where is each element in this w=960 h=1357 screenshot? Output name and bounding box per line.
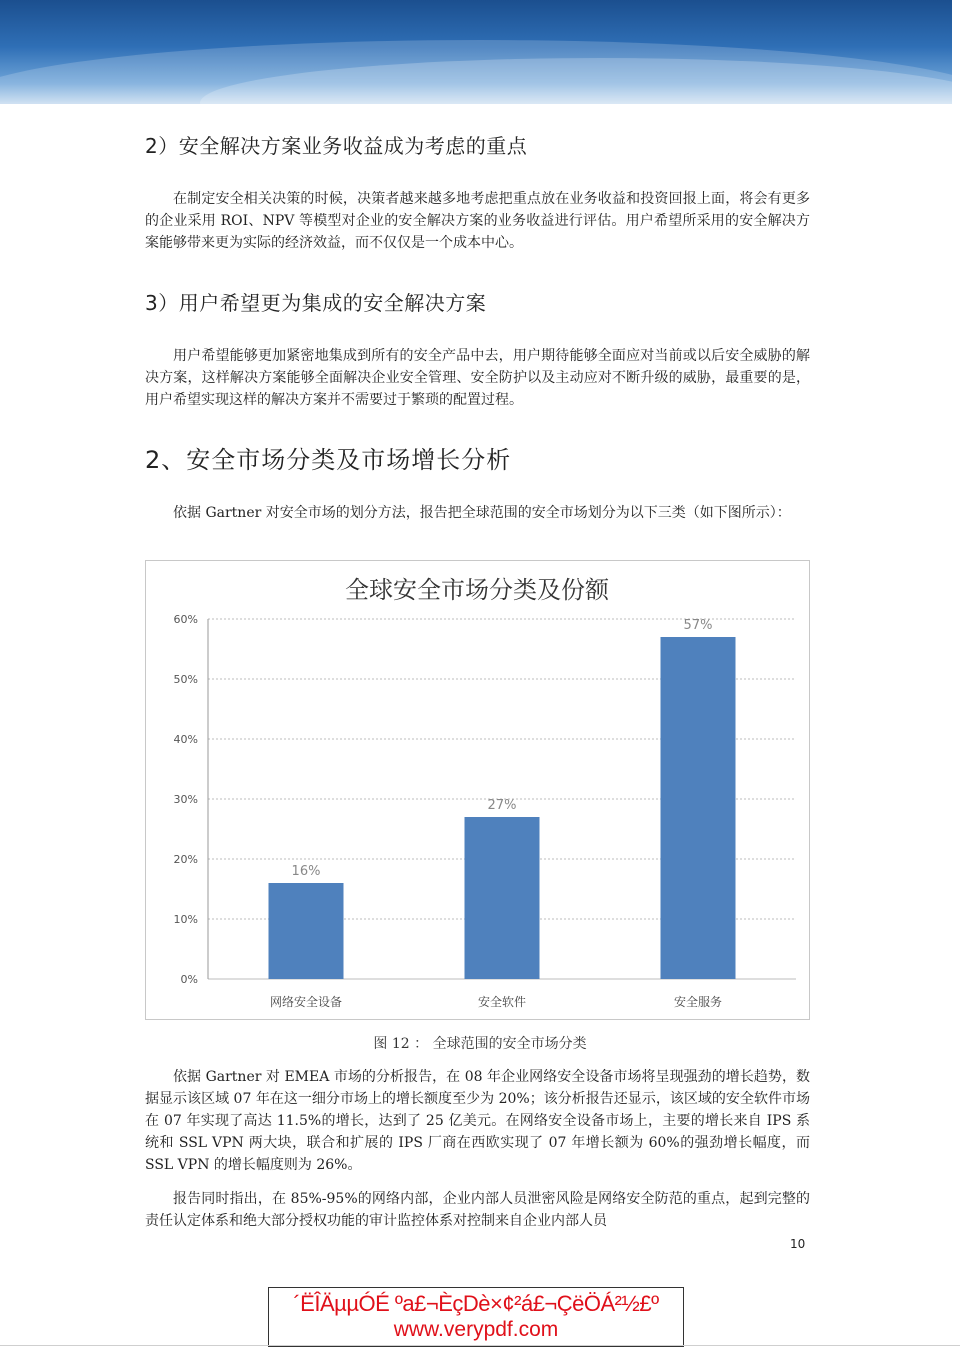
page-number: 10 bbox=[790, 1237, 806, 1251]
section-heading-market: 2、安全市场分类及市场增长分析 bbox=[145, 446, 512, 474]
subsection-heading-2: 2）安全解决方案业务收益成为考虑的重点 bbox=[145, 134, 528, 158]
x-category-label: 安全软件 bbox=[477, 995, 527, 1009]
paragraph-business-benefit: 在制定安全相关决策的时候，决策者越来越多地考虑把重点放在业务收益和投资回报上面，将会有更多的企业采用 ROI、NPV 等模型对企业的安全解决方案的业务收益进行评估。用户希望所采用的安全解决方案能够带来更为实际的经济效益，而不仅仅是一个成本中心。 bbox=[145, 191, 810, 251]
paragraph-analysis: 依据 Gartner 对 EMEA 市场的分析报告，在 08 年企业网络安全设备市场将呈现强劲的增长趋势，数据显示该区域 07 年在这一细分市场上的增长额度至少为 20%；该分析报告还显示，该区域的安全软件市场在 07 年实现了高达 11.5%的增长，达到了 25 亿美元。在网络安全设备市场上，主要的增长来自 IPS 系统和 SSL VPN 两大块，联合和扩展的 IPS 厂商在西欧实现了 07 年增长额为 60%的强劲增长幅度，而 SSL VPN 的增长幅度则为 26%。 bbox=[145, 1069, 810, 1173]
y-tick-label: 10% bbox=[173, 913, 198, 926]
figure-caption: 图 12 ： 全球范围的安全市场分类 bbox=[373, 1036, 587, 1052]
y-tick-label: 0% bbox=[180, 973, 198, 986]
y-tick-label: 20% bbox=[173, 853, 198, 866]
bar-value-label: 16% bbox=[291, 864, 321, 879]
bar-1 bbox=[269, 883, 344, 979]
y-tick-label: 50% bbox=[173, 673, 198, 686]
x-category-label: 网络安全设备 bbox=[269, 995, 343, 1009]
y-tick-label: 30% bbox=[173, 793, 198, 806]
chart-svg bbox=[146, 561, 809, 1019]
bar-2 bbox=[465, 817, 540, 979]
bar-3 bbox=[661, 637, 736, 979]
watermark-stamp bbox=[268, 1287, 684, 1347]
y-tick-label: 60% bbox=[173, 613, 198, 626]
bar-value-label: 57% bbox=[683, 618, 713, 633]
paragraph-intro: 依据 Gartner 对安全市场的划分方法，报告把全球范围的安全市场划分为以下三类（如下图所示）： bbox=[173, 505, 791, 521]
market-share-chart bbox=[145, 560, 810, 1020]
paragraph-report: 报告同时指出，在 85%-95%的网络内部，企业内部人员泄密风险是网络安全防范的重点，起到完整的责任认定体系和绝大部分授权功能的审计监控体系对控制来自企业内部人员 bbox=[145, 1191, 810, 1229]
x-category-label: 安全服务 bbox=[673, 995, 723, 1009]
y-tick-label: 40% bbox=[173, 733, 198, 746]
subsection-heading-3: 3）用户希望更为集成的安全解决方案 bbox=[145, 291, 487, 315]
paragraph-integrated-solution: 用户希望能够更加紧密地集成到所有的安全产品中去，用户期待能够全面应对当前或以后安全威胁的解决方案，这样解决方案能够全面解决企业安全管理、安全防护以及主动应对不断升级的威胁，最重要的是，用户希望实现这样的解决方案并不需要过于繁琐的配置过程。 bbox=[145, 348, 810, 408]
chart-title: 全球安全市场分类及份额 bbox=[345, 576, 609, 604]
stamp-line-1: ´ËÎÄµµÓÉ ºa£¬ÈçDè×¢²á£¬ÇëÖÁ²½£º bbox=[293, 1291, 659, 1316]
stamp-line-2: www.verypdf.com bbox=[393, 1318, 559, 1341]
bar-value-label: 27% bbox=[487, 798, 517, 813]
footer-divider bbox=[0, 1345, 960, 1346]
